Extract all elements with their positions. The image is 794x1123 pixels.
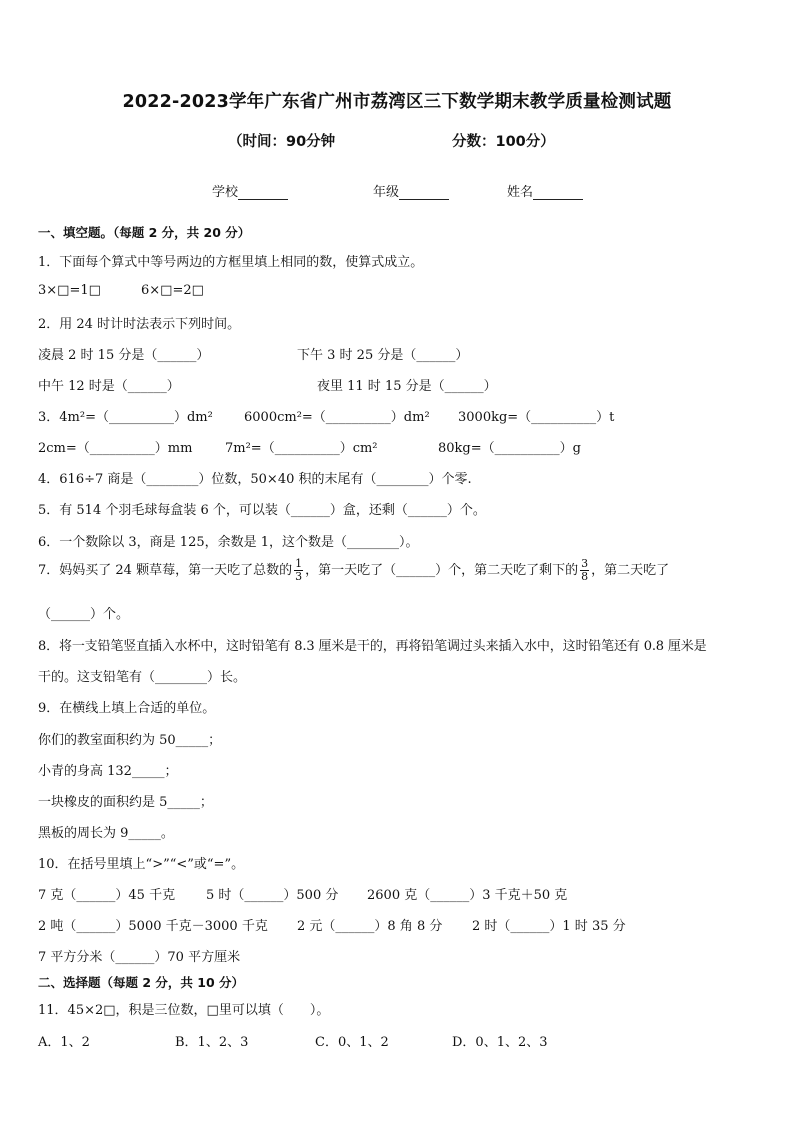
question-9-stem: 9．在横线上填上合适的单位。	[38, 701, 216, 716]
name-blank[interactable]	[533, 199, 583, 200]
grade-blank[interactable]	[399, 199, 449, 200]
question-9-c: 一块橡皮的面积约是 5_____；	[38, 795, 213, 810]
question-11-option-c[interactable]: C．0、1、2	[315, 1035, 389, 1050]
question-7-line1: 7．妈妈买了 24 颗草莓，第一天吃了总数的 $\frac{1}{3}$ ，第一天吃了（______）个，第二天吃了剩下的 $\frac{3}{8}$ ，第二天吃了	[38, 557, 670, 583]
section-heading-multiple-choice: 二、选择题（每题 2 分，共 10 分）	[38, 975, 245, 990]
question-11-stem: 11．45×2□，积是三位数，□里可以填（ ）。	[38, 1003, 330, 1018]
exam-title: 2022-2023学年广东省广州市荔湾区三下数学期末教学质量检测试题	[122, 92, 672, 112]
question-10-e: 2 元（______）8 角 8 分	[297, 919, 443, 934]
question-11-option-a[interactable]: A．1、2	[38, 1035, 90, 1050]
question-1-a: 3×□=1□	[38, 283, 101, 298]
school-field	[212, 181, 288, 200]
question-10-b: 5 时（______）500 分	[206, 888, 339, 903]
question-3-a: 3．4m²=（__________）dm²	[38, 410, 213, 425]
name-label: 姓名	[507, 185, 534, 200]
exam-score: 分数：100分）	[452, 134, 555, 150]
question-1-stem: 1．下面每个算式中等号两边的方框里填上相同的数，使算式成立。	[38, 255, 424, 270]
grade-field	[373, 181, 449, 200]
question-4: 4．616÷7 商是（________）位数，50×40 积的末尾有（________）个零.	[38, 472, 472, 487]
school-label: 学校	[212, 185, 239, 200]
question-9-d: 黑板的周长为 9_____。	[38, 826, 174, 841]
name-field	[507, 181, 583, 200]
question-2-c: 中午 12 时是（______）	[38, 379, 180, 394]
question-8-line2: 干的。这支铅笔有（________）长。	[38, 670, 247, 685]
question-2-b: 下午 3 时 25 分是（______）	[297, 348, 469, 363]
question-11-option-b[interactable]: B．1、2、3	[175, 1035, 249, 1050]
question-3-d: 2cm=（__________）mm	[38, 441, 193, 456]
question-3-b: 6000cm²=（__________）dm²	[244, 410, 430, 425]
question-2-d: 夜里 11 时 15 分是（______）	[317, 379, 497, 394]
question-9-b: 小青的身高 132_____；	[38, 764, 178, 779]
fraction-three-eighths: $\frac{3}{8}$	[581, 557, 589, 583]
question-5: 5．有 514 个羽毛球每盒装 6 个，可以装（______）盒，还剩（______）个。	[38, 503, 486, 518]
question-3-f: 80kg=（__________）g	[438, 441, 581, 456]
question-2-stem: 2．用 24 时计时法表示下列时间。	[38, 317, 241, 332]
question-10-f: 2 时（______）1 时 35 分	[472, 919, 626, 934]
question-3-c: 3000kg=（__________）t	[458, 410, 615, 425]
question-10-stem: 10．在括号里填上“>”“<”或“=”。	[38, 857, 245, 872]
school-blank[interactable]	[238, 199, 288, 200]
question-10-a: 7 克（______）45 千克	[38, 888, 176, 903]
fraction-one-third: $\frac{1}{3}$	[295, 557, 303, 583]
question-10-c: 2600 克（______）3 千克＋50 克	[367, 888, 568, 903]
question-3-e: 7m²=（__________）cm²	[225, 441, 378, 456]
exam-time: （时间：90分钟	[228, 134, 336, 150]
question-11-option-d[interactable]: D．0、1、2、3	[452, 1035, 548, 1050]
question-9-a: 你们的教室面积约为 50_____；	[38, 733, 222, 748]
question-1-b: 6×□=2□	[141, 283, 204, 298]
question-6: 6．一个数除以 3，商是 125，余数是 1，这个数是（________）。	[38, 535, 419, 550]
question-10-g: 7 平方分米（______）70 平方厘米	[38, 950, 241, 965]
question-8-line1: 8．将一支铅笔竖直插入水杯中，这时铅笔有 8.3 厘米是干的，再将铅笔调过头来插入水中，这时铅笔还有 0.8 厘米是	[38, 639, 707, 654]
question-10-d: 2 吨（______）5000 千克－3000 千克	[38, 919, 268, 934]
section-heading-fill-in: 一、填空题。（每题 2 分，共 20 分）	[38, 225, 251, 240]
question-7-line2: （______）个。	[38, 607, 130, 622]
question-2-a: 凌晨 2 时 15 分是（______）	[38, 348, 210, 363]
grade-label: 年级	[373, 185, 400, 200]
